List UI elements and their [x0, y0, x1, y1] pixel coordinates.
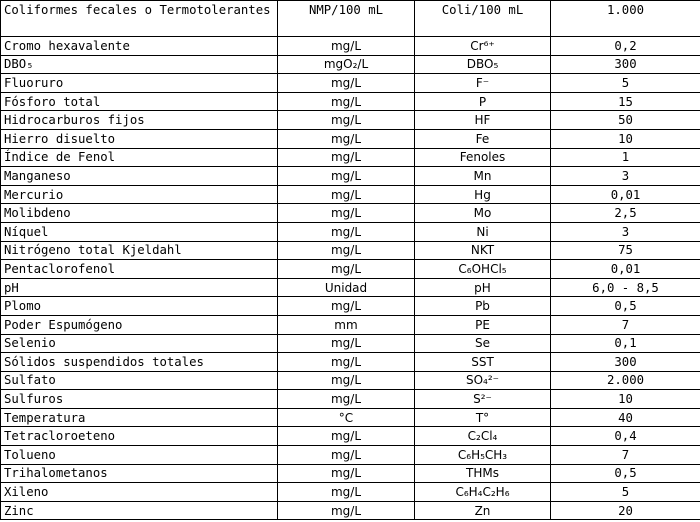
- parameter-cell: Xileno: [1, 483, 278, 502]
- table-row: [1, 204, 700, 223]
- parameter-cell: Coliformes fecales o Termotolerantes: [1, 1, 278, 37]
- parameter-cell: Sólidos suspendidos totales: [1, 353, 278, 372]
- unit-cell: mg/L: [278, 222, 415, 241]
- parameter-cell: Zinc: [1, 501, 278, 520]
- parameter-cell: Fluoruro: [1, 74, 278, 93]
- table-row: [1, 185, 700, 204]
- parameter-cell: Tetracloroeteno: [1, 427, 278, 446]
- unit-cell: mg/L: [278, 167, 415, 186]
- unit-cell: mg/L: [278, 390, 415, 409]
- limit-value-cell: 7: [551, 315, 700, 334]
- table-row: [1, 446, 700, 465]
- unit-cell: mg/L: [278, 204, 415, 223]
- symbol-cell: NKT: [415, 241, 551, 260]
- symbol-cell: C₆OHCl₅: [415, 260, 551, 279]
- symbol-cell: SO₄²⁻: [415, 371, 551, 390]
- unit-cell: mg/L: [278, 241, 415, 260]
- limit-value-cell: 0,1: [551, 334, 700, 353]
- table-row: [1, 55, 700, 74]
- symbol-cell: Pb: [415, 297, 551, 316]
- limit-value-cell: 15: [551, 92, 700, 111]
- table-row: [1, 334, 700, 353]
- symbol-cell: Ni: [415, 222, 551, 241]
- parameter-cell: Plomo: [1, 297, 278, 316]
- table-row: [1, 297, 700, 316]
- parameter-cell: Hierro disuelto: [1, 129, 278, 148]
- limit-value-cell: 75: [551, 241, 700, 260]
- parameter-cell: Sulfuros: [1, 390, 278, 409]
- limit-value-cell: 0,01: [551, 185, 700, 204]
- unit-cell: mg/L: [278, 74, 415, 93]
- parameter-cell: Temperatura: [1, 408, 278, 427]
- unit-cell: mg/L: [278, 92, 415, 111]
- unit-cell: Unidad: [278, 278, 415, 297]
- limit-value-cell: 3: [551, 167, 700, 186]
- symbol-cell: C₂Cl₄: [415, 427, 551, 446]
- limit-value-cell: 5: [551, 74, 700, 93]
- limit-value-cell: 20: [551, 501, 700, 520]
- symbol-cell: THMs: [415, 464, 551, 483]
- parameter-cell: Poder Espumógeno: [1, 315, 278, 334]
- table-row: [1, 92, 700, 111]
- symbol-cell: Fe: [415, 129, 551, 148]
- parameter-cell: Mercurio: [1, 185, 278, 204]
- parameter-cell: Índice de Fenol: [1, 148, 278, 167]
- unit-cell: mg/L: [278, 501, 415, 520]
- parameter-cell: DBO₅: [1, 55, 278, 74]
- parameter-cell: Hidrocarburos fijos: [1, 111, 278, 130]
- unit-cell: mg/L: [278, 129, 415, 148]
- unit-cell: mg/L: [278, 483, 415, 502]
- unit-cell: °C: [278, 408, 415, 427]
- symbol-cell: DBO₅: [415, 55, 551, 74]
- unit-cell: mg/L: [278, 37, 415, 56]
- symbol-cell: Zn: [415, 501, 551, 520]
- limit-value-cell: 2.000: [551, 371, 700, 390]
- parameters-table-body: [1, 1, 700, 520]
- table-row: [1, 37, 700, 56]
- limit-value-cell: 10: [551, 129, 700, 148]
- table-row: [1, 129, 700, 148]
- symbol-cell: S²⁻: [415, 390, 551, 409]
- symbol-cell: T°: [415, 408, 551, 427]
- symbol-cell: P: [415, 92, 551, 111]
- table-row: [1, 371, 700, 390]
- symbol-cell: Se: [415, 334, 551, 353]
- unit-cell: mg/L: [278, 353, 415, 372]
- limit-value-cell: 0,5: [551, 464, 700, 483]
- limit-value-cell: 0,2: [551, 37, 700, 56]
- symbol-cell: Coli/100 mL: [415, 1, 551, 37]
- table-row: [1, 390, 700, 409]
- symbol-cell: F⁻: [415, 74, 551, 93]
- unit-cell: NMP/100 mL: [278, 1, 415, 37]
- table-row: [1, 408, 700, 427]
- table-row: [1, 278, 700, 297]
- limit-value-cell: 7: [551, 446, 700, 465]
- unit-cell: mg/L: [278, 185, 415, 204]
- unit-cell: mg/L: [278, 446, 415, 465]
- unit-cell: mg/L: [278, 148, 415, 167]
- table-row: [1, 501, 700, 520]
- symbol-cell: Hg: [415, 185, 551, 204]
- parameter-cell: Manganeso: [1, 167, 278, 186]
- table-row: [1, 167, 700, 186]
- table-row: [1, 148, 700, 167]
- table-row: [1, 464, 700, 483]
- parameter-cell: Molibdeno: [1, 204, 278, 223]
- parameter-cell: Níquel: [1, 222, 278, 241]
- table-row: [1, 427, 700, 446]
- unit-cell: mg/L: [278, 371, 415, 390]
- limit-value-cell: 50: [551, 111, 700, 130]
- limit-value-cell: 1: [551, 148, 700, 167]
- unit-cell: mg/L: [278, 464, 415, 483]
- table-row: [1, 241, 700, 260]
- table-row: [1, 74, 700, 93]
- limit-value-cell: 10: [551, 390, 700, 409]
- parameter-cell: Cromo hexavalente: [1, 37, 278, 56]
- symbol-cell: Fenoles: [415, 148, 551, 167]
- limit-value-cell: 3: [551, 222, 700, 241]
- table-row: [1, 353, 700, 372]
- limit-value-cell: 0,4: [551, 427, 700, 446]
- table-row: [1, 483, 700, 502]
- limit-value-cell: 300: [551, 353, 700, 372]
- parameter-cell: Trihalometanos: [1, 464, 278, 483]
- parameter-cell: Tolueno: [1, 446, 278, 465]
- parameter-cell: Pentaclorofenol: [1, 260, 278, 279]
- limit-value-cell: 300: [551, 55, 700, 74]
- unit-cell: mg/L: [278, 427, 415, 446]
- symbol-cell: Mn: [415, 167, 551, 186]
- symbol-cell: Mo: [415, 204, 551, 223]
- unit-cell: mm: [278, 315, 415, 334]
- unit-cell: mg/L: [278, 111, 415, 130]
- limit-value-cell: 40: [551, 408, 700, 427]
- symbol-cell: Cr⁶⁺: [415, 37, 551, 56]
- unit-cell: mg/L: [278, 334, 415, 353]
- symbol-cell: HF: [415, 111, 551, 130]
- parameter-cell: Fósforo total: [1, 92, 278, 111]
- unit-cell: mg/L: [278, 260, 415, 279]
- limit-value-cell: 0,01: [551, 260, 700, 279]
- unit-cell: mg/L: [278, 297, 415, 316]
- table-row: [1, 315, 700, 334]
- table-row: [1, 222, 700, 241]
- parameter-cell: pH: [1, 278, 278, 297]
- limit-value-cell: 1.000: [551, 1, 700, 37]
- symbol-cell: PE: [415, 315, 551, 334]
- symbol-cell: C₆H₄C₂H₆: [415, 483, 551, 502]
- limit-value-cell: 6,0 - 8,5: [551, 278, 700, 297]
- parameter-cell: Selenio: [1, 334, 278, 353]
- limit-value-cell: 2,5: [551, 204, 700, 223]
- symbol-cell: SST: [415, 353, 551, 372]
- limit-value-cell: 0,5: [551, 297, 700, 316]
- symbol-cell: C₆H₅CH₃: [415, 446, 551, 465]
- symbol-cell: pH: [415, 278, 551, 297]
- limit-value-cell: 5: [551, 483, 700, 502]
- table-row: [1, 260, 700, 279]
- parameter-cell: Sulfato: [1, 371, 278, 390]
- table-row: [1, 111, 700, 130]
- unit-cell: mgO₂/L: [278, 55, 415, 74]
- table-row: [1, 1, 700, 37]
- parameter-cell: Nitrógeno total Kjeldahl: [1, 241, 278, 260]
